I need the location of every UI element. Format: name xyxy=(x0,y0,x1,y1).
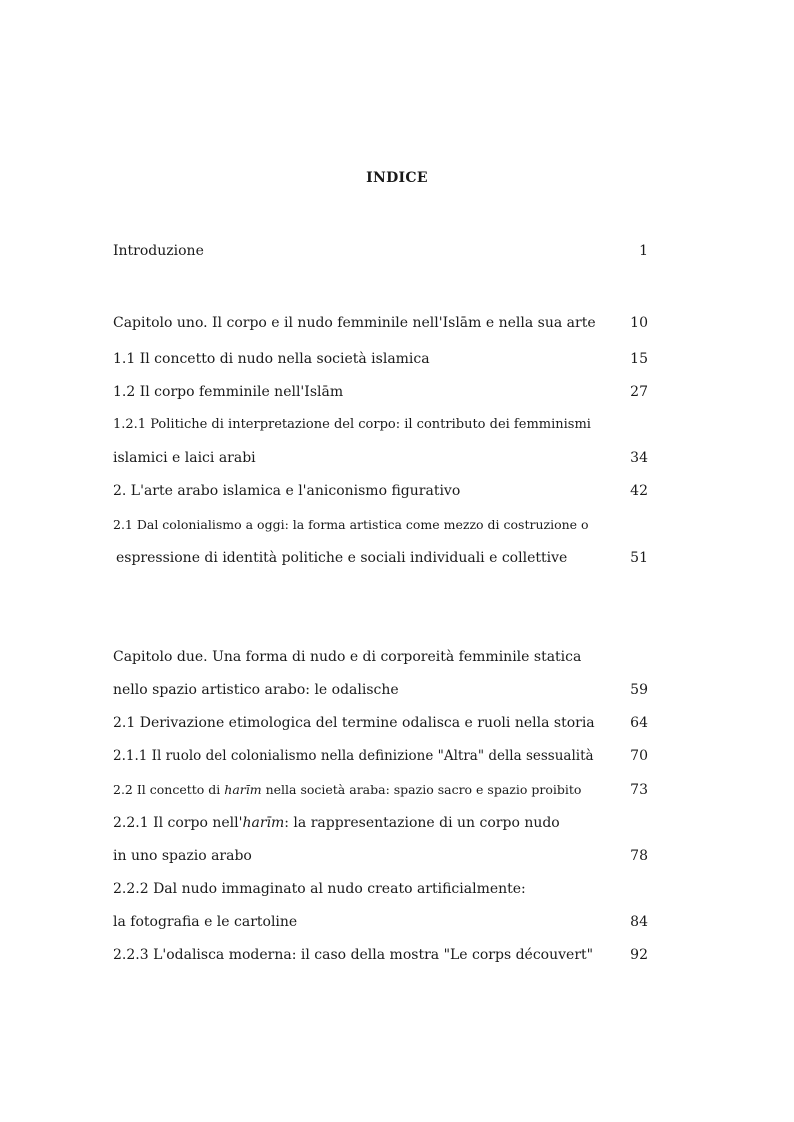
toc-entry-2-1: 2.1 Dal colonialismo a oggi: la forma artistica come mezzo di costruzione o xyxy=(113,517,589,532)
toc-page-number: 27 xyxy=(630,384,648,400)
toc-entry-1-2-1-cont: islamici e laici arabi xyxy=(113,450,256,466)
toc-page-number: 92 xyxy=(630,947,648,963)
toc-entry-2-1-cont: espressione di identità politiche e sociali individuali e collettive xyxy=(116,550,568,566)
toc-entry-introduzione: Introduzione xyxy=(113,243,204,259)
toc-page-number: 34 xyxy=(630,450,648,466)
toc-text: : la rappresentazione di un corpo nudo xyxy=(284,815,560,831)
toc-page-number: 42 xyxy=(630,483,648,499)
toc-text-italic: harīm xyxy=(224,782,262,797)
toc-entry-1-1: 1.1 Il concetto di nudo nella società islamica xyxy=(113,351,430,367)
toc-entry-2-2-2: 2.2.2 Dal nudo immaginato al nudo creato artificialmente: xyxy=(113,881,526,897)
toc-entry-1-2: 1.2 Il corpo femminile nell'Islām xyxy=(113,384,344,400)
toc-entry-chapter-1: Capitolo uno. Il corpo e il nudo femminile nell'Islām e nella sua arte xyxy=(113,315,596,331)
toc-page-number: 1 xyxy=(639,243,648,259)
toc-page-number: 51 xyxy=(630,550,648,566)
toc-page-number: 70 xyxy=(630,748,648,764)
toc-text-italic: harīm xyxy=(242,815,285,831)
toc-entry-2-2-2-cont: la fotografia e le cartoline xyxy=(113,914,298,930)
toc-text: 2.2.1 Il corpo nell' xyxy=(113,815,243,831)
toc-entry-2-2-1-cont: in uno spazio arabo xyxy=(113,848,252,864)
toc-entry-2-2-3: 2.2.3 L'odalisca moderna: il caso della mostra "Le corps découvert" xyxy=(113,947,594,963)
toc-entry-chapter-2-cont: nello spazio artistico arabo: le odalische xyxy=(113,682,399,698)
toc-entry-2-1b: 2.1 Derivazione etimologica del termine odalisca e ruoli nella storia xyxy=(113,715,595,731)
toc-page-number: 64 xyxy=(630,715,648,731)
page-title: INDICE xyxy=(366,170,428,186)
toc-page-number: 15 xyxy=(630,351,648,367)
toc-entry-2-2-1 xyxy=(113,814,560,832)
toc-page-number: 84 xyxy=(630,914,648,930)
toc-page-number: 59 xyxy=(630,682,648,698)
toc-entry-2-1-1: 2.1.1 Il ruolo del colonialismo nella definizione "Altra" della sessualità xyxy=(113,748,594,764)
toc-entry-1-2-1: 1.2.1 Politiche di interpretazione del corpo: il contributo dei femminismi xyxy=(113,417,591,432)
toc-page-number: 10 xyxy=(630,315,648,331)
toc-page-number: 73 xyxy=(630,782,648,798)
toc-entry-2: 2. L'arte arabo islamica e l'aniconismo figurativo xyxy=(113,483,461,499)
toc-entry-2-2 xyxy=(113,781,581,799)
toc-text: nella società araba: spazio sacro e spazio proibito xyxy=(261,782,582,797)
toc-page-number: 78 xyxy=(630,848,648,864)
toc-entry-chapter-2: Capitolo due. Una forma di nudo e di corporeità femminile statica xyxy=(113,649,582,665)
toc-text: 2.2 Il concetto di xyxy=(113,782,225,797)
